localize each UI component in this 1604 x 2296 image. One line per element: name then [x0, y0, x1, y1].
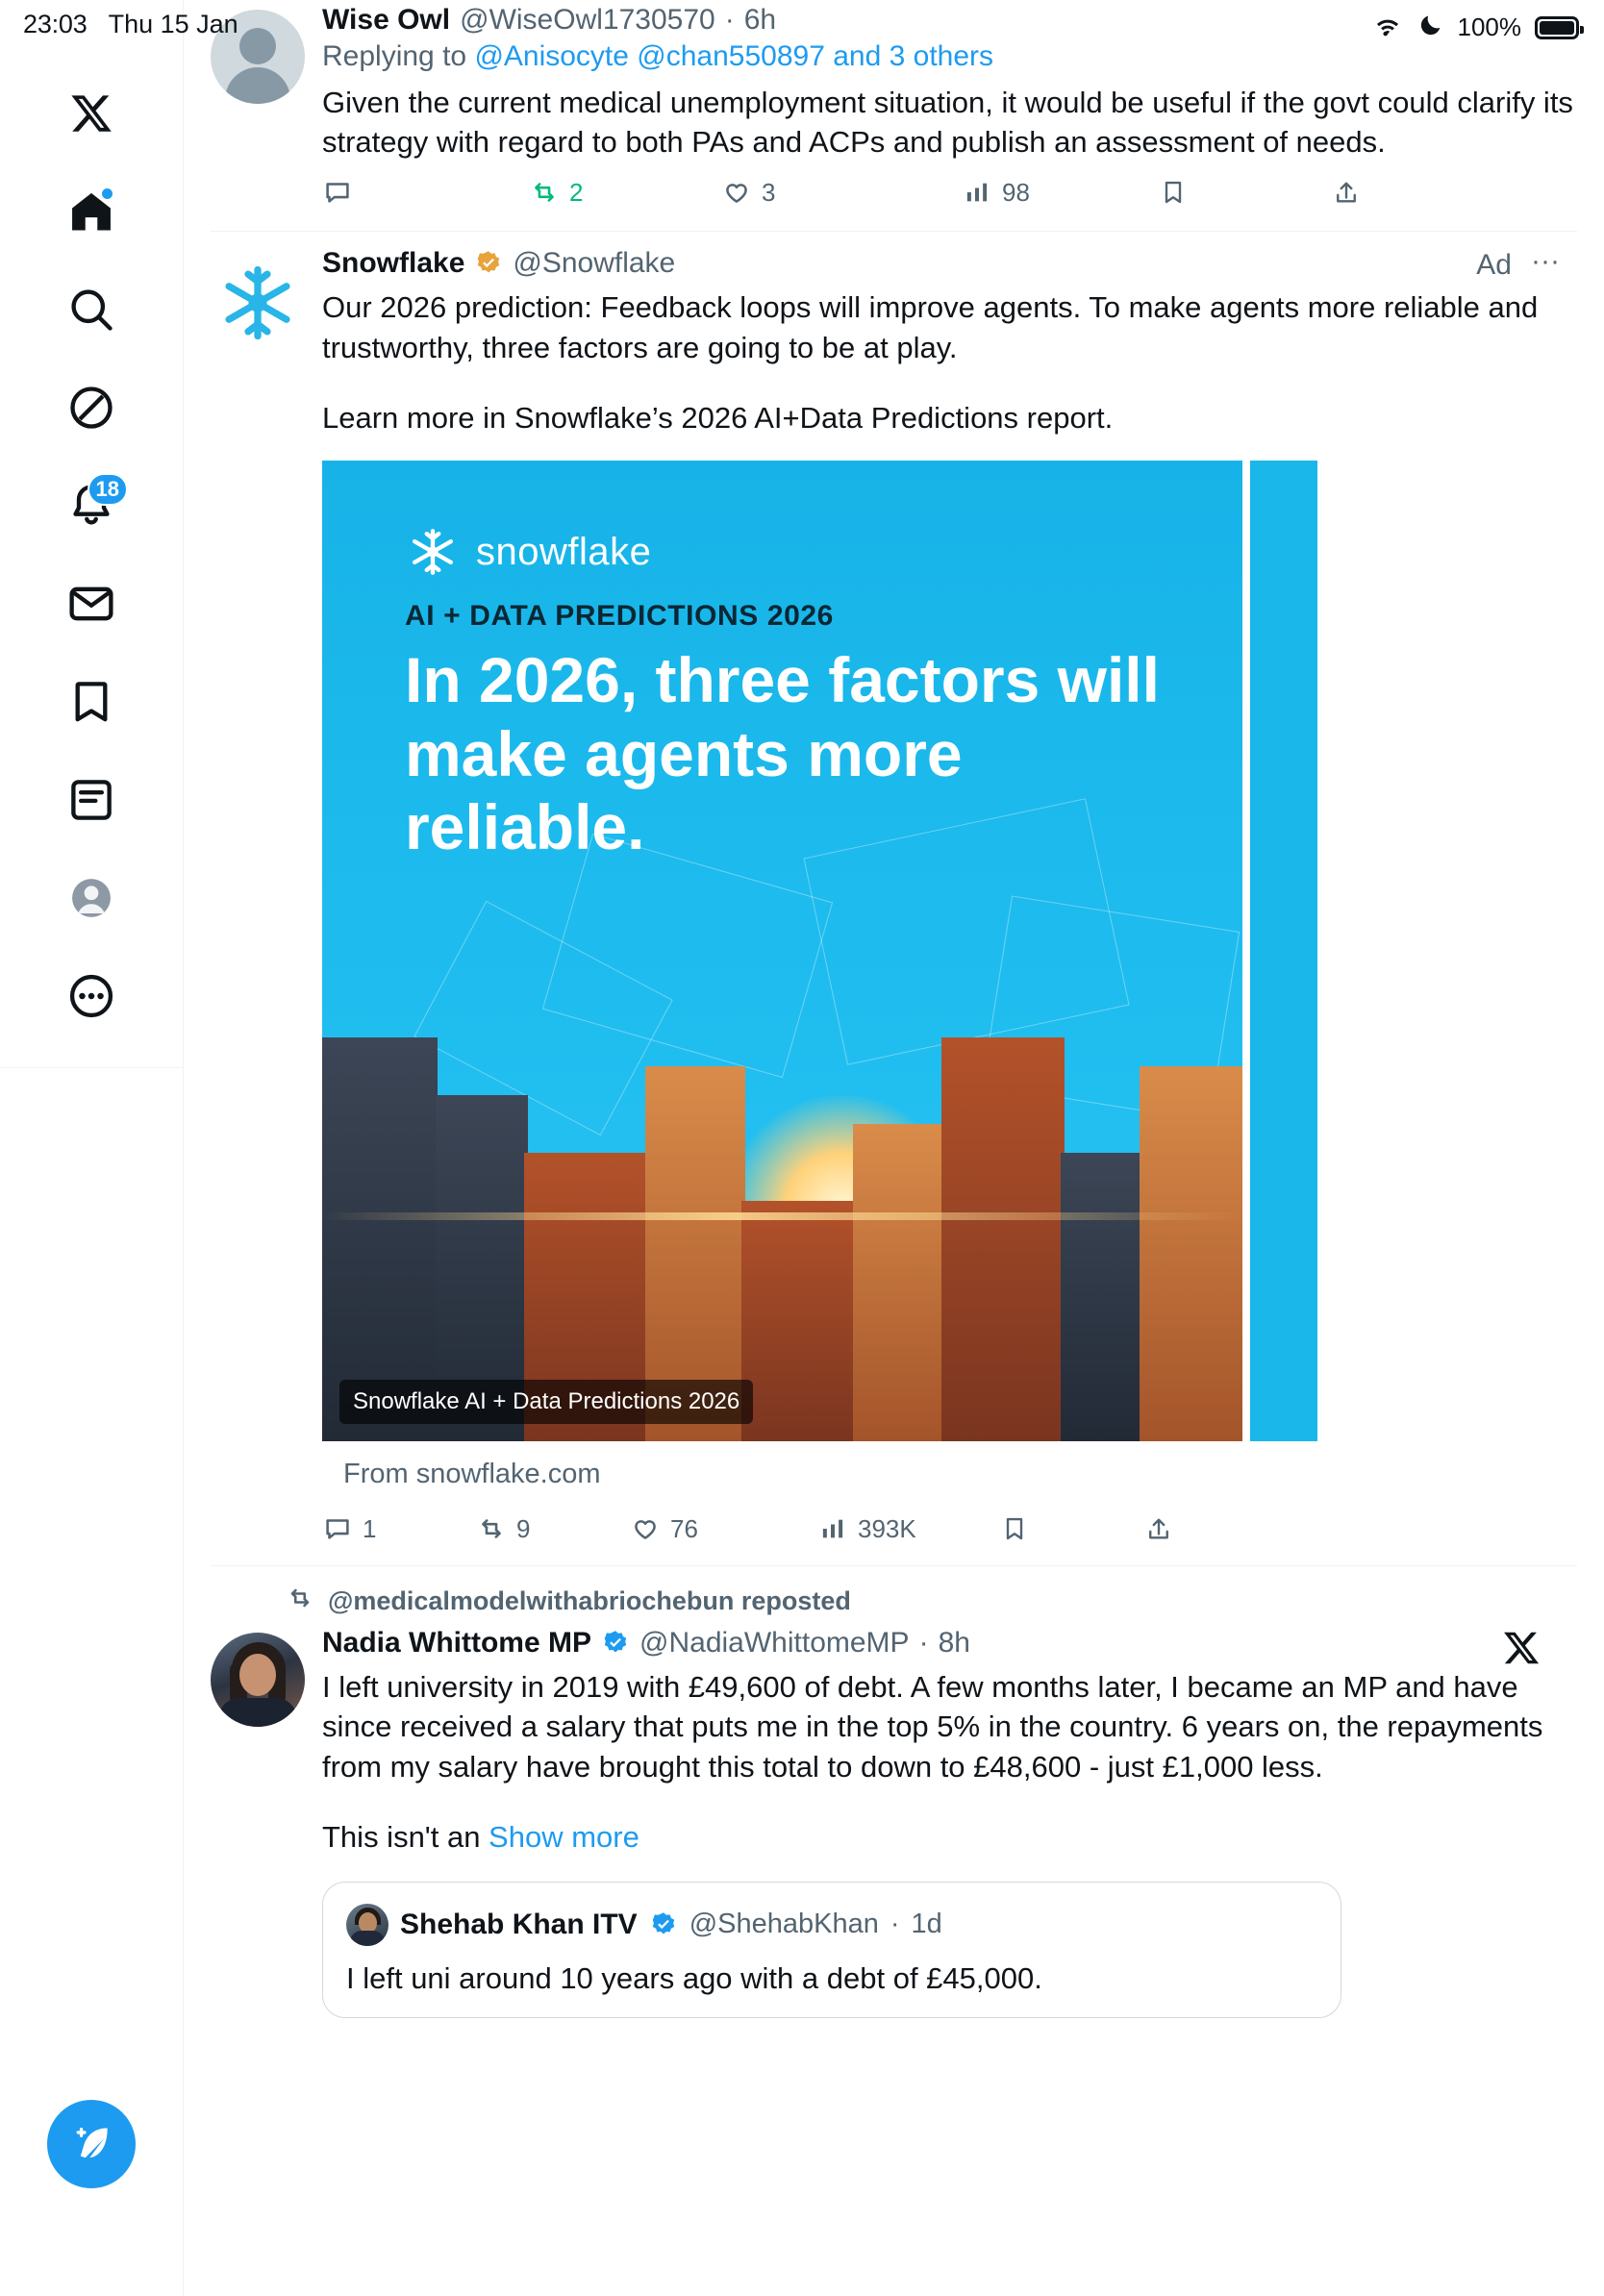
x-logo-icon	[69, 91, 113, 136]
share-button[interactable]	[1332, 178, 1361, 207]
ad-caption: Snowflake AI + Data Predictions 2026	[339, 1380, 753, 1424]
ad-kicker: AI + DATA PREDICTIONS 2026	[405, 600, 834, 633]
post-more-menu-button[interactable]: ···	[1531, 245, 1560, 278]
notifications-badge: 18	[88, 473, 128, 506]
avatar[interactable]	[346, 1904, 388, 1946]
list-icon	[66, 775, 116, 825]
repost-icon	[286, 1584, 314, 1619]
quoted-post-header	[346, 1904, 1317, 1946]
bookmark-button[interactable]	[1000, 1514, 1144, 1543]
sidebar-item-bookmarks[interactable]	[47, 658, 136, 746]
handle[interactable]: @NadiaWhittomeMP	[639, 1627, 910, 1660]
display-name[interactable]: Wise Owl	[322, 4, 451, 36]
repost-label: @medicalmodelwithabriochebun reposted	[328, 1586, 851, 1616]
sidebar-item-search[interactable]	[47, 265, 136, 354]
status-date: Thu 15 Jan	[108, 10, 238, 38]
post-text: I left university in 2019 with £49,600 of debt. A few months later, I became an MP and have since received a salary that puts me in the top 5% in the country. 6 years on, the repayments from my salary have brought this total to down to £48,600 - just £1,000 less.	[322, 1670, 1543, 1784]
avatar-column	[211, 6, 314, 208]
envelope-icon	[66, 579, 116, 629]
sidebar-item-grok[interactable]	[47, 363, 136, 452]
more-circle-icon	[66, 971, 116, 1021]
sidebar-divider	[0, 1067, 184, 1068]
share-icon	[1144, 1514, 1173, 1543]
post-header	[322, 1629, 1577, 1658]
compose-post-button[interactable]	[47, 2100, 136, 2188]
sidebar-item-profile[interactable]	[47, 854, 136, 942]
sidebar-item-lists[interactable]	[47, 756, 136, 844]
verified-badge-icon	[474, 249, 503, 278]
timestamp: 8h	[938, 1627, 970, 1660]
post-wise-owl[interactable]	[184, 0, 1604, 231]
grok-icon	[66, 383, 116, 433]
timestamp: 1d	[911, 1909, 942, 1940]
views-count: 393K	[858, 1513, 916, 1543]
x-logo-icon	[1502, 1629, 1541, 1672]
reply-button[interactable]	[322, 1513, 476, 1544]
views-count: 98	[1002, 177, 1030, 207]
battery-percent: 100%	[1457, 12, 1521, 41]
post-nadia-whittome[interactable]	[184, 1566, 1604, 2018]
separator: ·	[918, 1627, 929, 1660]
repost-context[interactable]	[286, 1566, 1577, 1619]
truncated-prefix: This isn't an	[322, 1819, 489, 1854]
show-more-link[interactable]: Show more	[489, 1819, 639, 1854]
share-button[interactable]	[1144, 1514, 1173, 1543]
post-header	[322, 6, 1577, 35]
search-icon	[66, 285, 116, 335]
avatar-column	[211, 1629, 314, 2018]
verified-badge-icon	[649, 1910, 678, 1939]
views-bar-icon	[962, 177, 992, 208]
like-button[interactable]	[630, 1513, 817, 1544]
timeline[interactable]	[184, 0, 1604, 2296]
ad-right-strip	[1242, 461, 1317, 1441]
separator: ·	[890, 1909, 900, 1940]
bookmark-icon	[1000, 1514, 1029, 1543]
bookmark-icon	[1159, 178, 1188, 207]
status-time: 23:03	[23, 10, 88, 38]
post-header	[322, 245, 1577, 282]
ad-brand-name: snowflake	[476, 530, 652, 573]
heart-icon	[630, 1513, 661, 1544]
ad-label: Ad	[1476, 249, 1512, 282]
repost-icon	[476, 1513, 507, 1544]
snowflake-logo-icon	[213, 259, 302, 347]
avatar[interactable]	[211, 10, 305, 104]
sidebar	[0, 0, 184, 2296]
sidebar-item-more[interactable]	[47, 952, 136, 1040]
like-count: 76	[670, 1513, 698, 1543]
sidebar-item-x-logo[interactable]	[47, 69, 136, 158]
ad-text-primary: Our 2026 prediction: Feedback loops will improve agents. To make agents more reliable and trustworthy, three factors are going to be at play.	[322, 290, 1539, 364]
ad-headline: In 2026, three factors will make agents more reliable.	[405, 644, 1160, 863]
replying-to-line	[322, 40, 1577, 73]
ad-image[interactable]	[322, 461, 1317, 1441]
replying-to-users[interactable]: @Anisocyte @chan550897 and 3 others	[474, 40, 994, 72]
sidebar-item-messages[interactable]	[47, 560, 136, 648]
home-unread-dot	[100, 187, 114, 201]
views-bar-icon	[817, 1513, 848, 1544]
share-icon	[1332, 178, 1361, 207]
post-truncated-line	[322, 1817, 1577, 1857]
action-bar	[322, 177, 1577, 208]
sidebar-item-home[interactable]	[47, 167, 136, 256]
repost-button[interactable]	[529, 177, 721, 208]
snowflake-logo-icon	[405, 524, 461, 580]
handle[interactable]: @ShehabKhan	[689, 1909, 879, 1940]
verified-badge-icon	[601, 1629, 630, 1658]
quoted-post[interactable]	[322, 1882, 1341, 2018]
profile-avatar-icon	[66, 873, 116, 923]
replying-to-prefix: Replying to	[322, 40, 467, 72]
handle[interactable]: @Snowflake	[513, 247, 676, 280]
ad-city-illustration	[322, 941, 1242, 1441]
reply-count: 1	[363, 1513, 377, 1543]
ad-source[interactable]: From snowflake.com	[343, 1459, 601, 1490]
display-name[interactable]: Snowflake	[322, 247, 465, 280]
like-count: 3	[762, 177, 776, 207]
views-button[interactable]	[817, 1513, 1000, 1544]
display-name[interactable]: Shehab Khan ITV	[400, 1908, 638, 1940]
reply-icon	[322, 177, 353, 208]
repost-button[interactable]	[476, 1513, 630, 1544]
display-name[interactable]: Nadia Whittome MP	[322, 1627, 592, 1660]
separator: ·	[724, 4, 735, 36]
like-button[interactable]	[721, 177, 962, 208]
avatar[interactable]	[211, 1633, 305, 1727]
post-snowflake-ad[interactable]	[184, 232, 1604, 1565]
handle[interactable]: @WiseOwl1730570	[460, 4, 715, 36]
views-button[interactable]	[962, 177, 1159, 208]
heart-icon	[721, 177, 752, 208]
bookmark-icon	[66, 677, 116, 727]
avatar[interactable]	[211, 253, 305, 347]
ad-text-secondary: Learn more in Snowflake’s 2026 AI+Data Predictions report.	[322, 400, 1114, 435]
action-bar	[322, 1513, 1577, 1544]
sidebar-item-notifications[interactable]	[47, 462, 136, 550]
quoted-post-text: I left uni around 10 years ago with a debt of £45,000.	[346, 1960, 1042, 1995]
repost-count: 9	[516, 1513, 531, 1543]
timestamp: 6h	[743, 4, 777, 36]
ad-brand-lockup	[405, 524, 651, 580]
post-text: Given the current medical unemployment situation, it would be useful if the govt could clarify its strategy with regard to both PAs and ACPs and publish an assessment of needs.	[322, 86, 1573, 160]
repost-count: 2	[569, 177, 584, 207]
reply-button[interactable]	[322, 177, 529, 208]
repost-icon	[529, 177, 560, 208]
reply-icon	[322, 1513, 353, 1544]
avatar-column	[211, 249, 314, 1544]
compose-feather-icon	[67, 2120, 115, 2168]
bookmark-button[interactable]	[1159, 178, 1332, 207]
ad-card[interactable]	[322, 461, 1317, 1441]
